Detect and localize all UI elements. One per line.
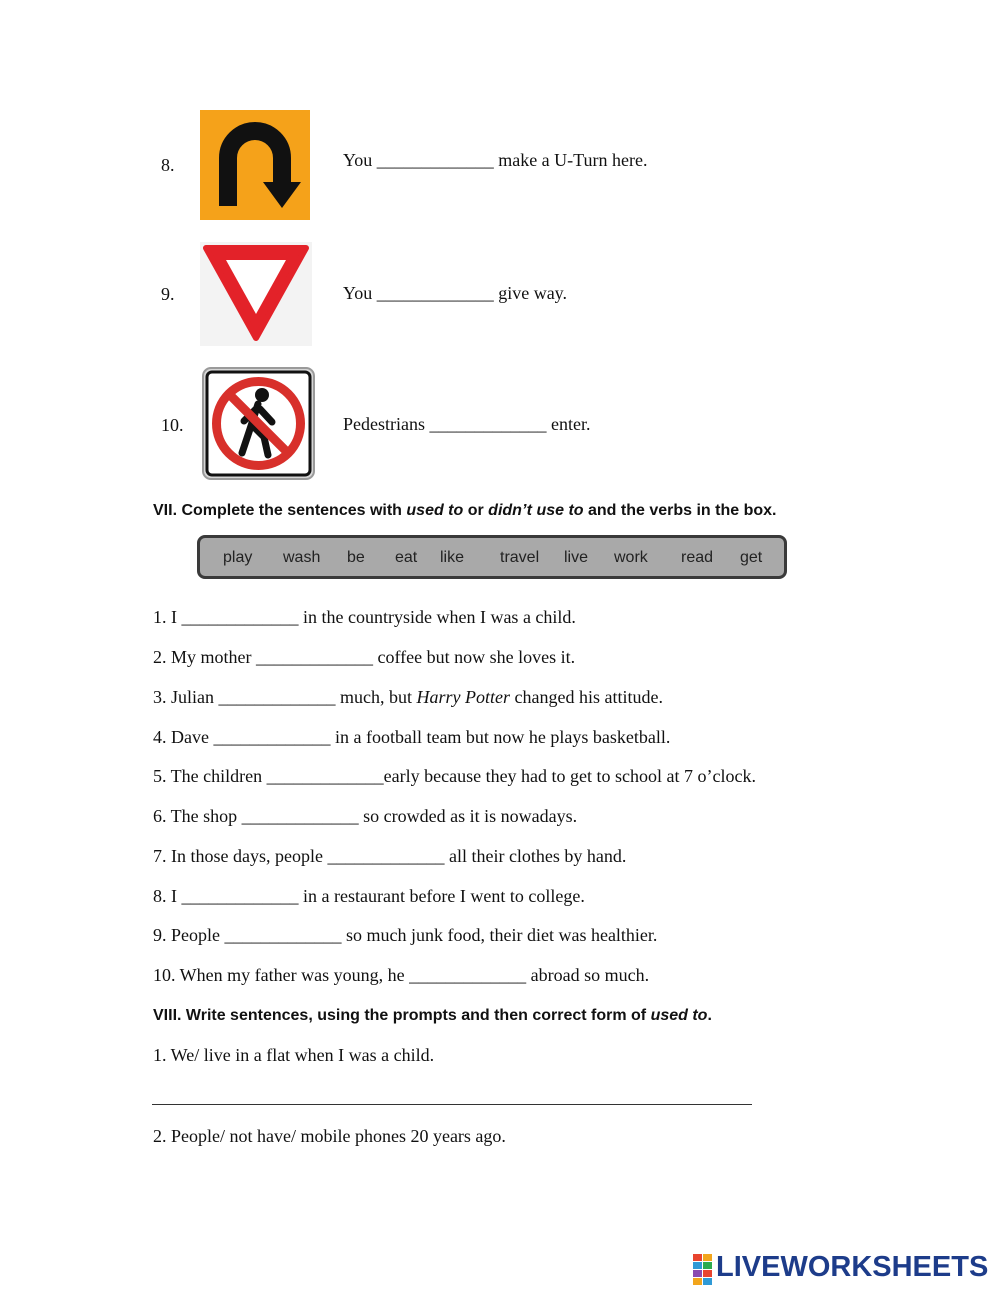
- section-heading: VII. Complete the sentences with used to or didn’t use to and the verbs in the box.: [153, 502, 777, 519]
- exercise-sentence[interactable]: 8. I _____________ in a restaurant before I went to college.: [153, 886, 585, 906]
- sentence: You _____________ make a U-Turn here.: [343, 150, 648, 170]
- word-bank-item: like: [440, 549, 465, 566]
- exercise-sentence[interactable]: 2. My mother _____________ coffee but now she loves it.: [153, 647, 576, 667]
- prompt: 1. We/ live in a flat when I was a child.: [153, 1045, 435, 1065]
- u-turn-sign-icon: [200, 110, 310, 220]
- answer-blank[interactable]: _____________: [376, 283, 494, 303]
- answer-blank[interactable]: _____________: [376, 150, 494, 170]
- exercise-sentence[interactable]: 9. People _____________ so much junk food, their diet was healthier.: [153, 925, 658, 945]
- word-bank-item: work: [614, 549, 648, 566]
- answer-line[interactable]: [152, 1104, 752, 1105]
- exercise-sentence[interactable]: 1. I _____________ in the countryside when I was a child.: [153, 607, 576, 627]
- word-bank-item: read: [681, 549, 714, 566]
- brand-name: LIVEWORKSHEETS: [716, 1251, 989, 1283]
- exercise-sentence[interactable]: 7. In those days, people _____________ all their clothes by hand.: [153, 846, 627, 866]
- exercise-sentence[interactable]: 10. When my father was young, he _____________ abroad so much.: [153, 965, 650, 985]
- exercise-sentence[interactable]: 3. Julian _____________ much, but Harry Potter changed his attitude.: [153, 687, 663, 707]
- item-number: 10.: [161, 415, 184, 435]
- no-pedestrians-sign-icon: [202, 367, 315, 480]
- item-number: 8.: [161, 155, 175, 175]
- word-bank-item: wash: [283, 549, 321, 566]
- word-bank-item: play: [223, 549, 253, 566]
- sentence: Pedestrians _____________ enter.: [343, 414, 591, 434]
- word-bank-item: eat: [395, 549, 418, 566]
- answer-blank[interactable]: _____________: [429, 414, 547, 434]
- word-bank-item: live: [564, 549, 589, 566]
- word-bank-item: be: [347, 549, 365, 566]
- word-bank: [197, 535, 787, 579]
- exercise-sentence[interactable]: 6. The shop _____________ so crowded as it is nowadays.: [153, 806, 578, 826]
- word-bank-item: travel: [500, 549, 540, 566]
- exercise-sentence[interactable]: 5. The children _____________early because they had to get to school at 7 o’clock.: [153, 766, 756, 786]
- yield-sign-icon: [200, 242, 312, 346]
- section-heading: VIII. Write sentences, using the prompts and then correct form of used to.: [153, 1007, 712, 1024]
- sentence: You _____________ give way.: [343, 283, 568, 303]
- item-number: 9.: [161, 284, 175, 304]
- prompt: 2. People/ not have/ mobile phones 20 years ago.: [153, 1126, 506, 1146]
- exercise-sentence[interactable]: 4. Dave _____________ in a football team but now he plays basketball.: [153, 727, 671, 747]
- word-bank-item: get: [740, 549, 763, 566]
- liveworksheets-logo-icon: [693, 1252, 713, 1286]
